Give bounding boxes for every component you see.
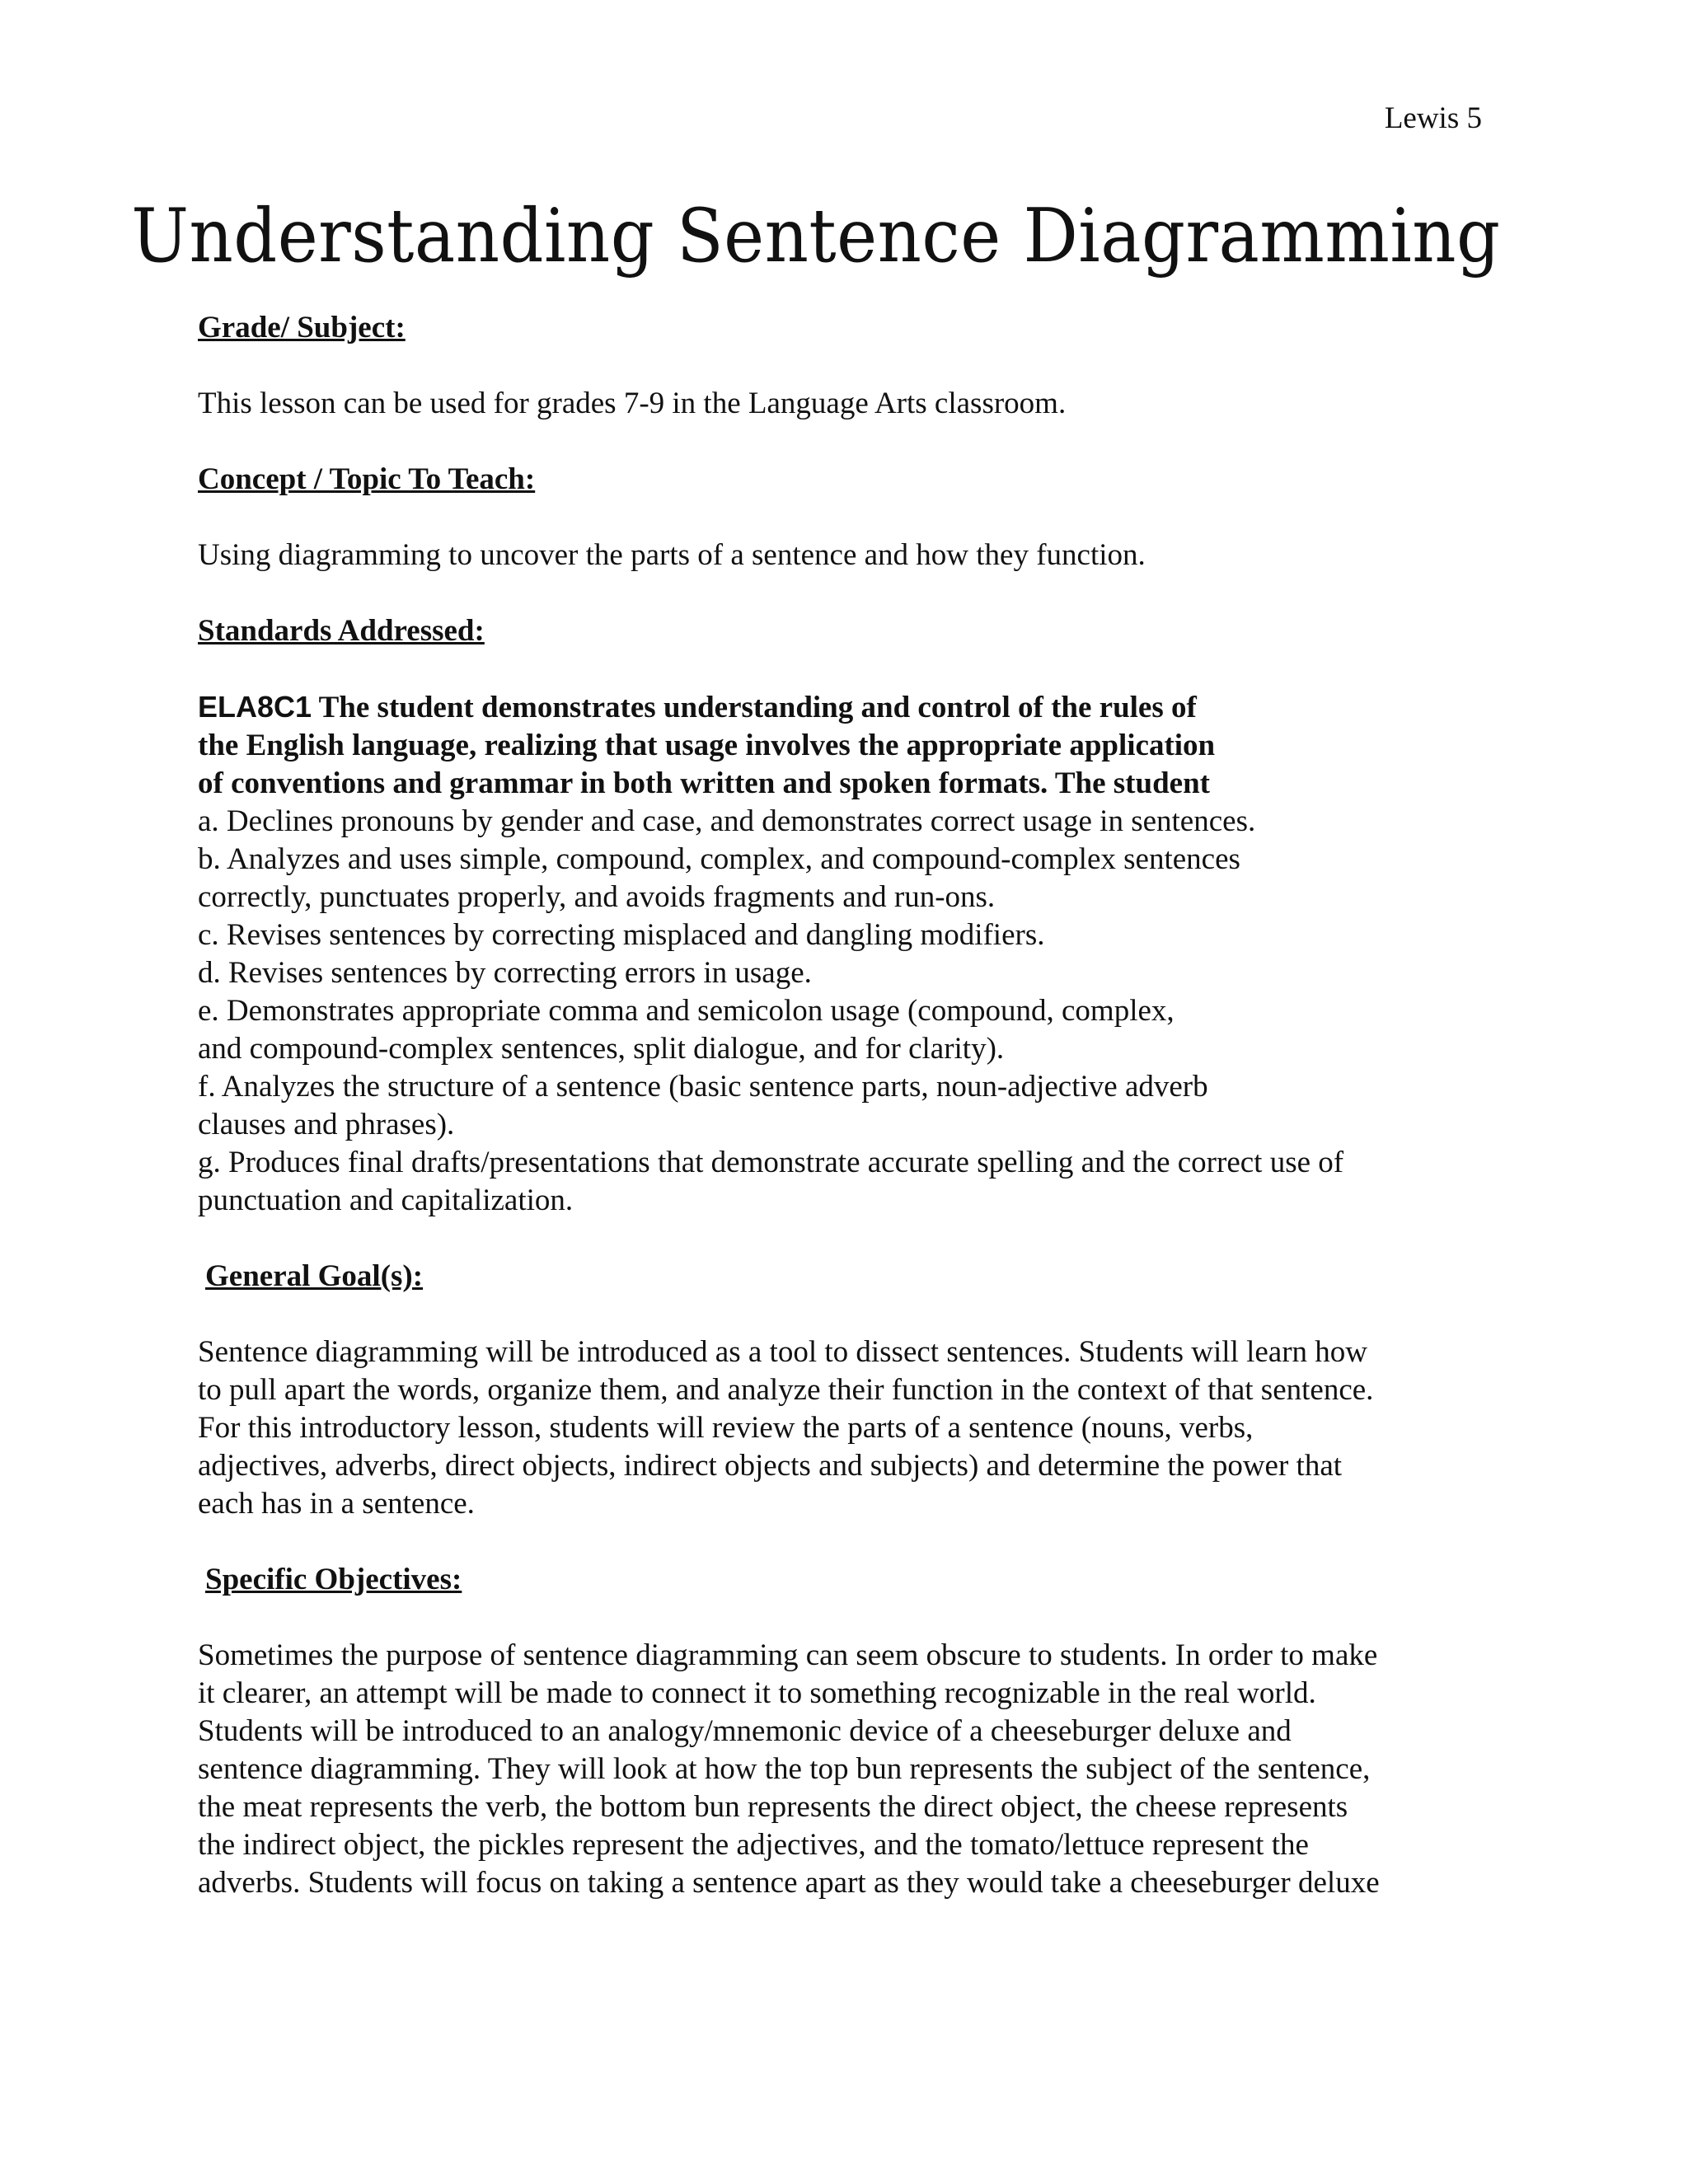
heading-standards-addressed: Standards Addressed: <box>198 614 485 648</box>
grade-subject-text: This lesson can be used for grades 7-9 in the Language Arts classroom. <box>198 387 1067 420</box>
standard-item-line: clauses and phrases). <box>198 1108 455 1141</box>
standard-item-line: f. Analyzes the structure of a sentence (basic sentence parts, noun-adjective adverb <box>198 1070 1208 1104</box>
general-goals-text <box>198 1333 1492 1523</box>
document-body <box>198 309 1492 1902</box>
specific-objectives-line: Sometimes the purpose of sentence diagramming can seem obscure to students. In order to make <box>198 1638 1378 1672</box>
document-title-text: Understanding Sentence Diagramming <box>131 193 1501 279</box>
general-goals-line: to pull apart the words, organize them, and analyze their function in the context of that sentence. <box>198 1373 1374 1407</box>
heading-general-goals: General Goal(s): <box>205 1259 424 1293</box>
general-goals-line: Sentence diagramming will be introduced as a tool to dissect sentences. Students will learn how <box>198 1335 1368 1369</box>
standard-item-line: c. Revises sentences by correcting misplaced and dangling modifiers. <box>198 918 1045 952</box>
standard-statement <box>198 688 1492 803</box>
standard-item-line: a. Declines pronouns by gender and case, and demonstrates correct usage in sentences. <box>198 804 1256 838</box>
specific-objectives-line: sentence diagramming. They will look at how the top bun represents the subject of the sentence, <box>198 1752 1371 1786</box>
general-goals-line: each has in a sentence. <box>198 1487 475 1521</box>
specific-objectives-line: the meat represents the verb, the bottom bun represents the direct object, the cheese represents <box>198 1790 1348 1824</box>
standard-item-line: correctly, punctuates properly, and avoids fragments and run-ons. <box>198 880 996 914</box>
standard-item-line: b. Analyzes and uses simple, compound, complex, and compound-complex sentences <box>198 842 1240 876</box>
heading-concept-topic: Concept / Topic To Teach: <box>198 462 536 496</box>
standard-statement-line: ELA8C1 The student demonstrates understanding and control of the rules of <box>198 690 1197 724</box>
standard-statement-line: the English language, realizing that usage involves the appropriate application <box>198 729 1216 762</box>
specific-objectives-line: adverbs. Students will focus on taking a sentence apart as they would take a cheeseburger deluxe <box>198 1866 1380 1900</box>
standard-code: ELA8C1 <box>198 690 312 724</box>
standard-item-line: d. Revises sentences by correcting errors in usage. <box>198 956 812 990</box>
standard-items <box>198 803 1492 1220</box>
standard-item-line: e. Demonstrates appropriate comma and semicolon usage (compound, complex, <box>198 994 1175 1028</box>
specific-objectives-line: it clearer, an attempt will be made to connect it to something recognizable in the real world. <box>198 1676 1316 1710</box>
document-title <box>0 191 1688 282</box>
concept-topic-text: Using diagramming to uncover the parts of a sentence and how they function. <box>198 538 1146 572</box>
general-goals-line: adjectives, adverbs, direct objects, indirect objects and subjects) and determine the power that <box>198 1449 1343 1483</box>
heading-grade-subject: Grade/ Subject: <box>198 311 406 344</box>
standard-item-line: punctuation and capitalization. <box>198 1183 574 1217</box>
specific-objectives-line: Students will be introduced to an analogy/mnemonic device of a cheeseburger deluxe and <box>198 1714 1292 1748</box>
general-goals-line: For this introductory lesson, students will review the parts of a sentence (nouns, verbs, <box>198 1411 1254 1445</box>
specific-objectives-line: the indirect object, the pickles represent the adjectives, and the tomato/lettuce represent the <box>198 1828 1309 1862</box>
specific-objectives-text <box>198 1637 1492 1902</box>
heading-specific-objectives: Specific Objectives: <box>205 1563 462 1596</box>
standard-item-line: and compound-complex sentences, split dialogue, and for clarity). <box>198 1032 1005 1066</box>
standard-item-line: g. Produces final drafts/presentations that demonstrate accurate spelling and the correct use of <box>198 1146 1344 1179</box>
page-header-label: Lewis 5 <box>1384 101 1482 135</box>
standard-statement-line: of conventions and grammar in both written and spoken formats. The student <box>198 766 1210 800</box>
